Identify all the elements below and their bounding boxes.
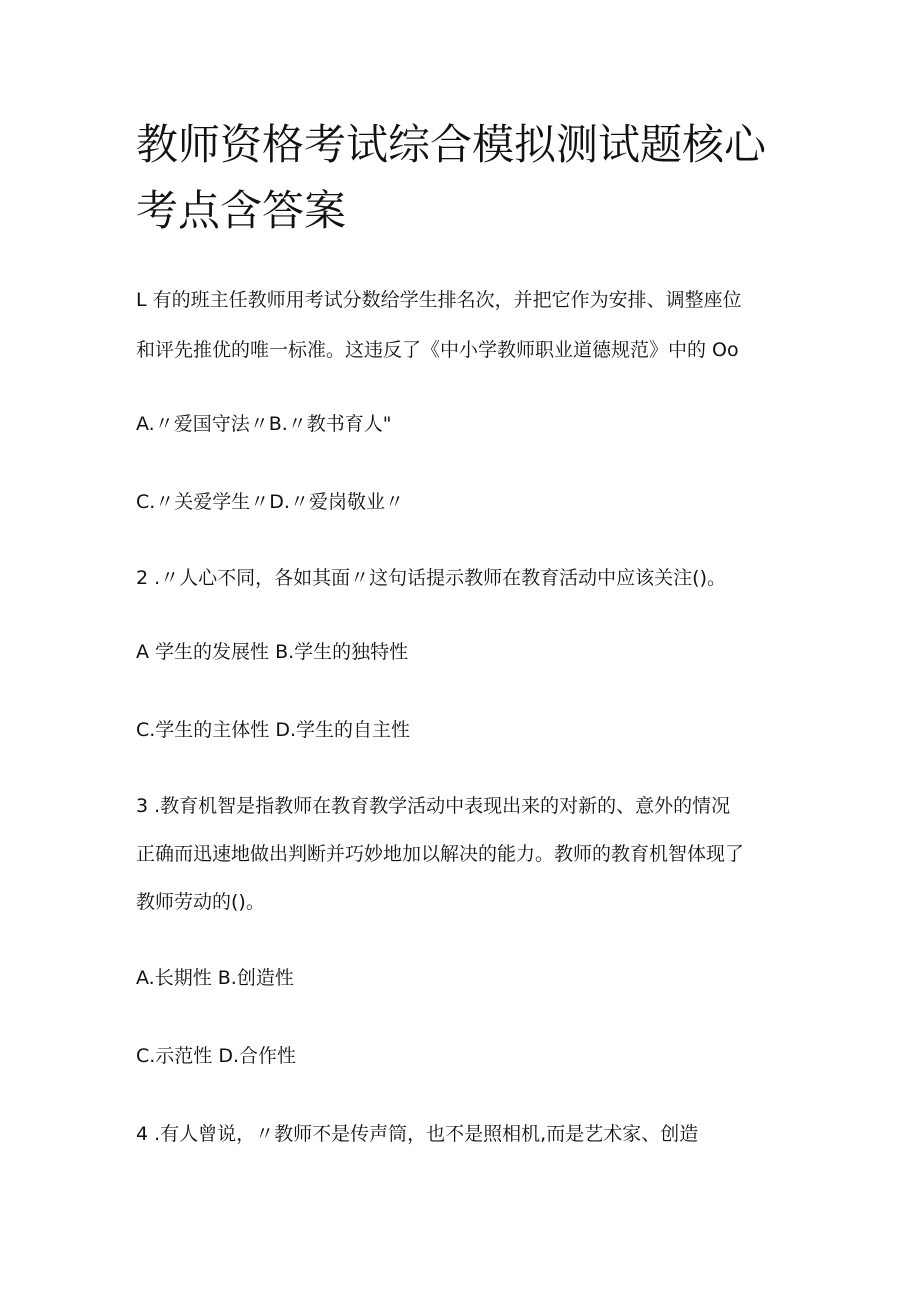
question-1-options-line-2: C.〃关爱学生〃D.〃爱岗敬业〃 (136, 491, 404, 513)
question-3-options-line-1: A.长期性 B.创造性 (136, 967, 294, 989)
question-1-options-line-1: A.〃爱国守法〃B.〃教书育人" (136, 413, 392, 435)
question-2-options-line-2: C.学生的主体性 D.学生的自主性 (136, 719, 411, 741)
question-4-stem-line-1: 4 .有人曾说，〃教师不是传声筒，也不是照相机,而是艺术家、创造 (136, 1123, 699, 1145)
question-1-stem-line-2: 和评先推优的唯一标准。这违反了《中小学教师职业道德规范》中的 Oo (136, 339, 739, 361)
title-line-2: 考点含答案 (136, 186, 347, 235)
title-line-1: 教师资格考试综合模拟测试题核心 (136, 120, 767, 169)
document-title (136, 112, 806, 244)
question-3-stem-line-1: 3 .教育机智是指教师在教育教学活动中表现出来的对新的、意外的情况 (136, 795, 731, 817)
question-3-options-line-2: C.示范性 D.合作性 (136, 1045, 297, 1067)
question-3-stem-line-2: 正确而迅速地做出判断并巧妙地加以解决的能力。教师的教育机智体现了 (136, 843, 745, 865)
question-2-options-line-1: A 学生的发展性 B.学生的独特性 (136, 641, 409, 663)
question-2-stem-line-1: 2 .〃人心不同，各如其面〃这句话提示教师在教育活动中应该关注()。 (136, 567, 726, 589)
question-3-stem-line-3: 教师劳动的()。 (136, 891, 265, 913)
question-1-stem-line-1: L 有的班主任教师用考试分数给学生排名次，并把它作为安排、调整座位 (136, 289, 742, 311)
